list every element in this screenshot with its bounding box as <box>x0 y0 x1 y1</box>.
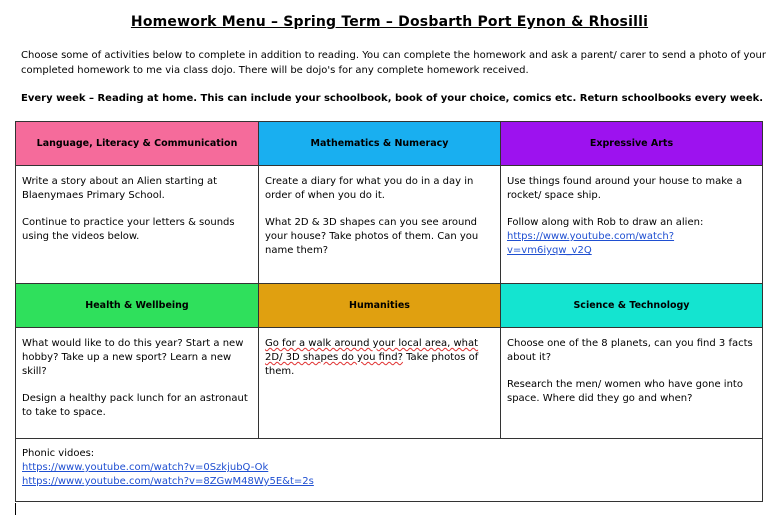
intro-paragraph: Choose some of activities below to complete in addition to reading. You can complete the homework and ask a parent/ carer to send a photo of your completed homework to me via class dojo. There will be dojo's for any complete homework received. <box>21 50 766 76</box>
header-humanities: Humanities <box>259 284 501 328</box>
expressive-task-1: Use things found around your house to make a rocket/ space ship. <box>507 176 743 201</box>
cell-science <box>501 328 762 439</box>
cell-language <box>16 166 259 284</box>
rob-alien-video-link[interactable]: https://www.youtube.com/watch?v=vm6iyqw_v2Q <box>507 231 675 256</box>
science-task-1: Choose one of the 8 planets, can you find 3 facts about it? <box>507 338 753 363</box>
humanities-task-1-end: Take photos of them. <box>265 352 479 377</box>
header-science: Science & Technology <box>501 284 762 328</box>
cell-maths <box>259 166 501 284</box>
phonics-label: Phonic vidoes: <box>22 448 95 459</box>
cell-health <box>16 328 259 439</box>
cell-expressive-arts <box>501 166 762 284</box>
humanities-task-1: Go for a walk around your local area, what 2D/ 3D shapes do you find? <box>265 338 479 363</box>
science-task-2: Research the men/ women who have gone into space. Where did they go and when? <box>507 379 743 404</box>
header-health: Health & Wellbeing <box>16 284 259 328</box>
every-week-note: Every week – Reading at home. This can include your schoolbook, book of your choice, comics etc. Return schoolbooks every week. <box>21 93 764 104</box>
header-language: Language, Literacy & Communication <box>16 122 259 166</box>
header-expressive-arts: Expressive Arts <box>501 122 762 166</box>
page-title: Homework Menu – Spring Term – Dosbarth Port Eynon & Rhosilli <box>130 14 649 30</box>
cell-humanities <box>259 328 501 439</box>
language-task-1: Write a story about an Alien starting at Blaenymaes Primary School. <box>22 176 218 201</box>
homework-table <box>15 121 763 502</box>
text-cursor <box>15 503 16 515</box>
header-maths: Mathematics & Numeracy <box>259 122 501 166</box>
expressive-task-2: Follow along with Rob to draw an alien: <box>507 217 704 228</box>
maths-task-2: What 2D & 3D shapes can you see around your house? Take photos of them. Can you name them? <box>265 217 479 256</box>
health-task-2: Design a healthy pack lunch for an astronaut to take to space. <box>22 393 248 418</box>
language-task-2: Continue to practice your letters & sounds using the videos below. <box>22 217 235 242</box>
phonics-section <box>22 447 742 489</box>
maths-task-1: Create a diary for what you do in a day in order of when you do it. <box>265 176 474 201</box>
phonics-link-1[interactable]: https://www.youtube.com/watch?v=0SzkjubQ-Ok <box>22 462 269 473</box>
health-task-1: What would like to do this year? Start a new hobby? Take up a new sport? Learn a new skill? <box>22 338 244 377</box>
phonics-link-2[interactable]: https://www.youtube.com/watch?v=8ZGwM48Wy5E&t=2s <box>22 476 314 487</box>
